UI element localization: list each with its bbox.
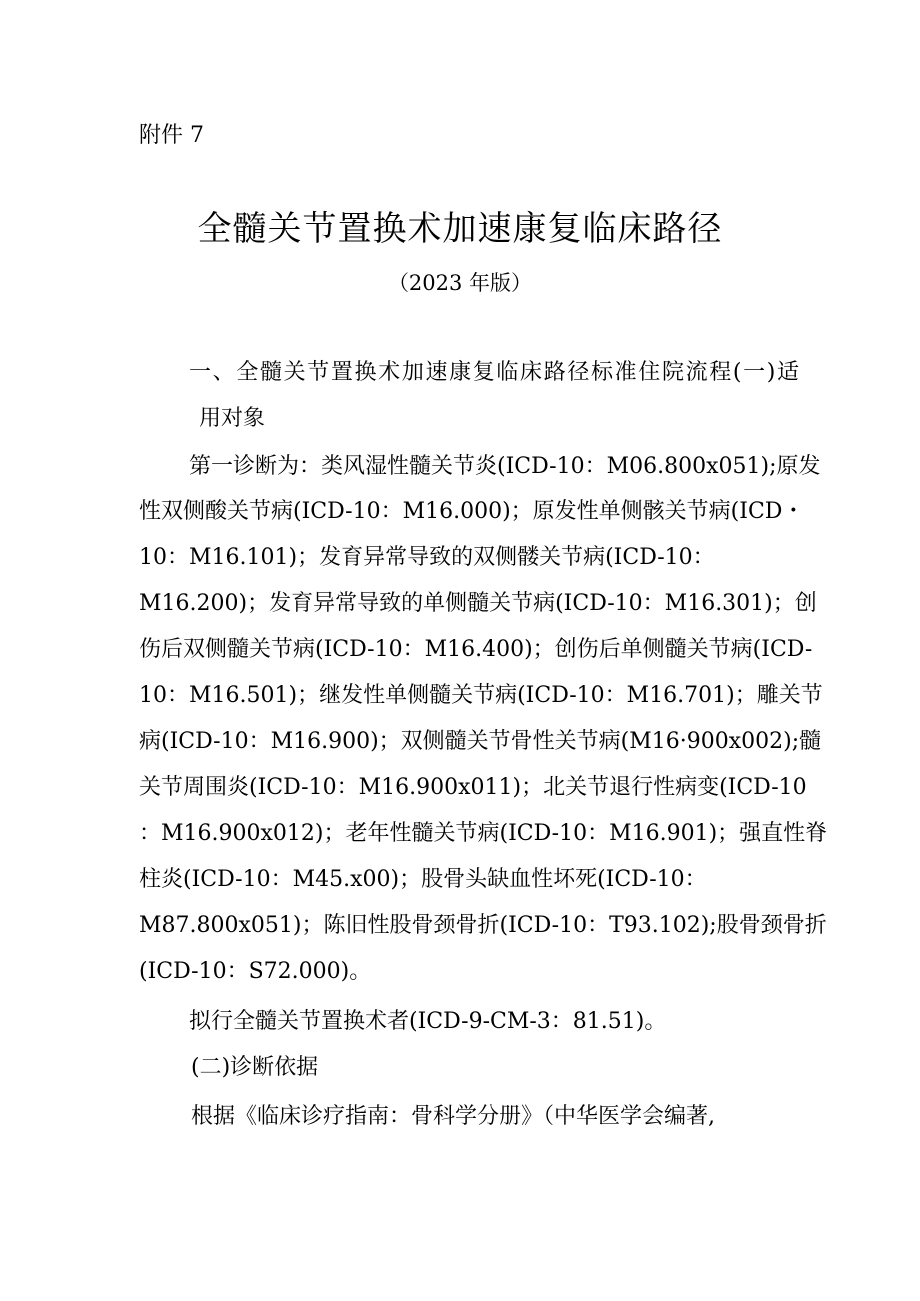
document-title: 全髓关节置换术加速康复临床路径 bbox=[197, 209, 723, 249]
section-two-heading: (二)诊断依据 bbox=[191, 1055, 319, 1080]
diagnosis-line: 柱炎(ICD-10：M45.x00)；股骨头缺血性坏死(ICD-10： bbox=[139, 867, 707, 892]
diagnosis-line: M16.200)；发育异常导致的单侧髓关节病(ICD-10：M16.301)；创 bbox=[139, 591, 817, 616]
attachment-label: 附件 7 bbox=[139, 123, 204, 148]
diagnosis-line: 关节周围炎(ICD-10：M16.900x011)；北关节退行性病变(ICD-10 bbox=[139, 775, 807, 800]
diagnosis-line: 10：M16.101)；发育异常导致的双侧髅关节病(ICD-10： bbox=[139, 545, 715, 570]
diagnosis-line: 病(ICD-10：M16.900)；双侧髓关节骨性关节病(M16·900x002);髓 bbox=[139, 729, 822, 754]
section-two-first-line: 根据《临床诊疗指南：骨科学分册》（中华医学会编著, bbox=[191, 1104, 715, 1129]
diagnosis-line: 伤后双侧髓关节病(ICD-10：M16.400)；创伤后单侧髓关节病(ICD- bbox=[139, 637, 813, 662]
section-one-heading-continued: 用对象 bbox=[199, 406, 266, 431]
section-one-heading: 一、全髓关节置换术加速康复临床路径标准住院流程(一)适 bbox=[189, 360, 799, 385]
edition-label: （2023 年版） bbox=[387, 271, 533, 295]
diagnosis-line: M87.800x051)；陈旧性股骨颈骨折(ICD-10：T93.102);股骨颈骨折 bbox=[139, 913, 827, 938]
diagnosis-line: 性双侧酸关节病(ICD-10：M16.000)；原发性单侧骸关节病(ICD・ bbox=[139, 499, 805, 524]
diagnosis-line: (ICD-10：S72.000)。 bbox=[139, 959, 372, 984]
diagnosis-line: ：M16.900x012)；老年性髓关节病(ICD-10：M16.901)；强直性脊 bbox=[139, 821, 828, 846]
diagnosis-line: 10：M16.501)；继发性单侧髓关节病(ICD-10：M16.701)；雕关节 bbox=[139, 683, 823, 708]
procedure-paragraph: 拟行全髓关节置换术者(ICD-9-CM-3：81.51)。 bbox=[189, 1009, 667, 1034]
diagnosis-line: 第一诊断为：类风湿性髓关节炎(ICD-10：M06.800x051);原发 bbox=[189, 454, 821, 479]
